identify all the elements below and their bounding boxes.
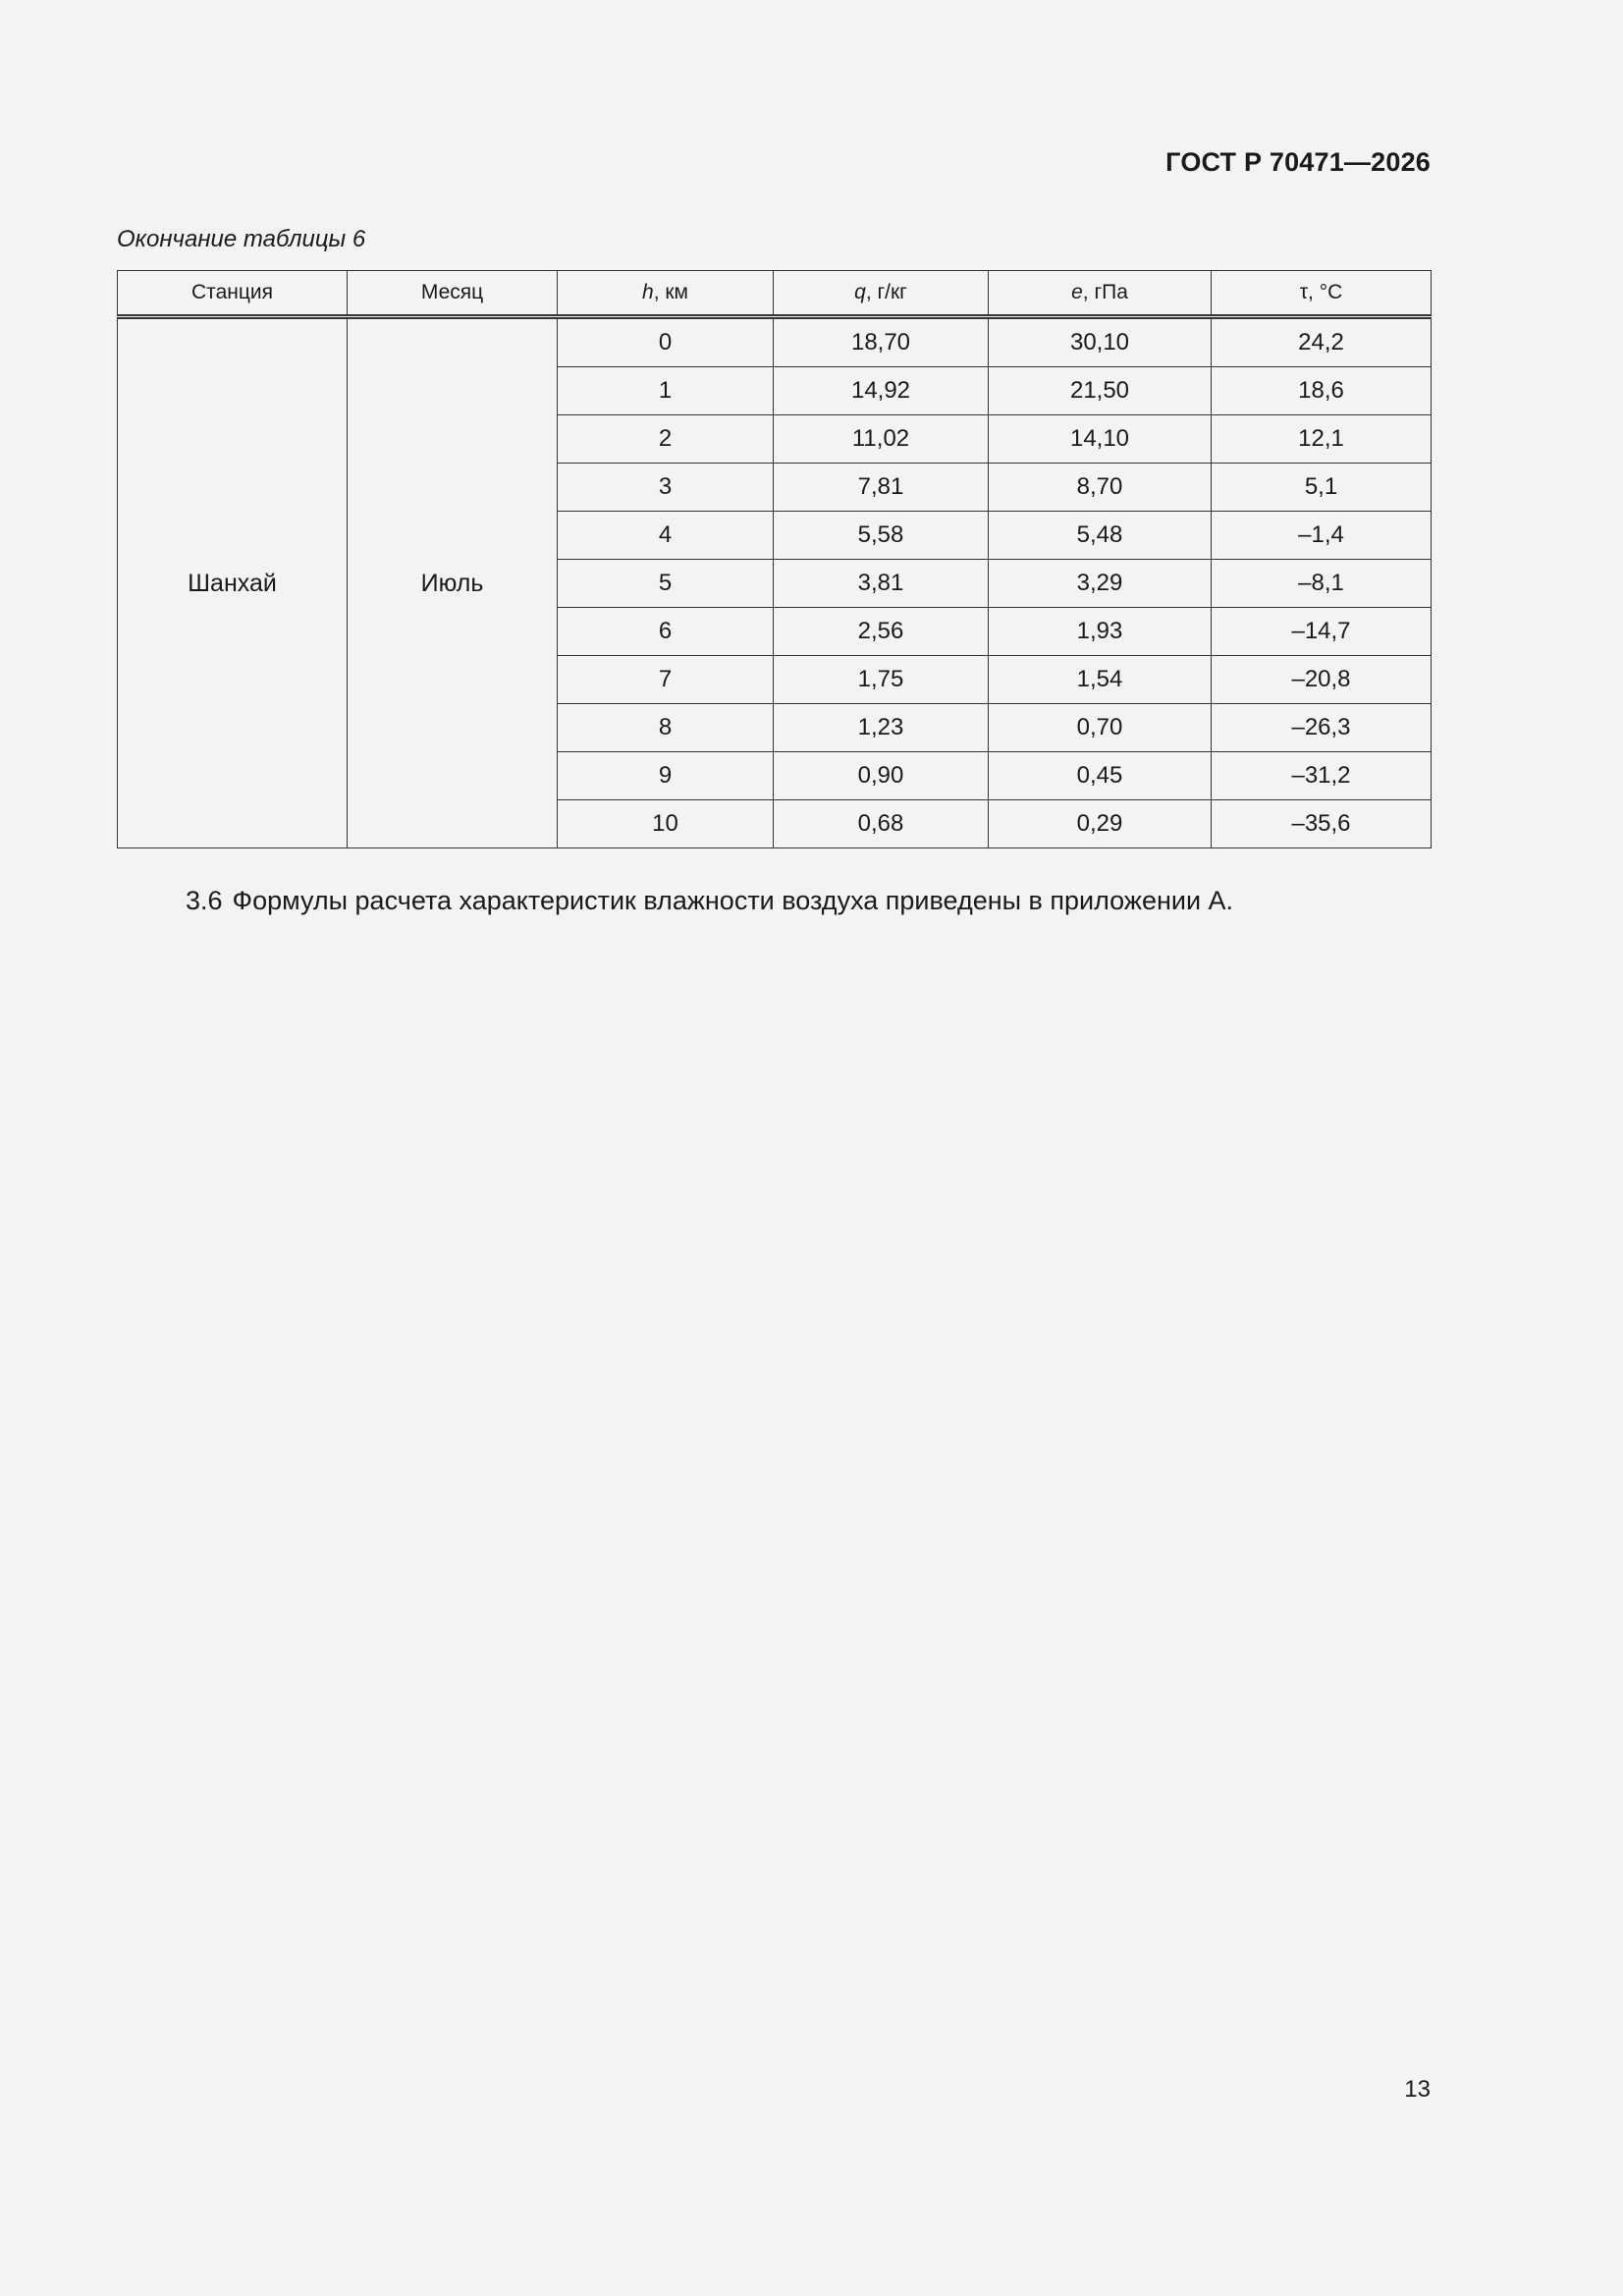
specific-humidity-cell: 2,56 [774, 608, 989, 656]
specific-humidity-cell: 0,90 [774, 752, 989, 800]
specific-humidity-cell: 14,92 [774, 367, 989, 415]
vapor-pressure-cell: 1,54 [989, 656, 1212, 704]
standard-code: ГОСТ Р 70471—2026 [1165, 147, 1431, 177]
table-caption: Окончание таблицы 6 [117, 226, 366, 252]
height-cell: 9 [558, 752, 774, 800]
height-cell: 5 [558, 560, 774, 608]
vapor-pressure-cell: 0,29 [989, 800, 1212, 848]
col-header-vapor-pressure [989, 271, 1212, 317]
dew-point-cell: –8,1 [1212, 560, 1432, 608]
dew-point-cell: –14,7 [1212, 608, 1432, 656]
specific-humidity-symbol: q [854, 281, 866, 303]
vapor-pressure-cell: 0,45 [989, 752, 1212, 800]
specific-humidity-cell: 5,58 [774, 512, 989, 560]
dew-point-cell: 24,2 [1212, 317, 1432, 367]
height-cell: 0 [558, 317, 774, 367]
dew-point-cell: –1,4 [1212, 512, 1432, 560]
station-cell: Шанхай [118, 317, 348, 848]
specific-humidity-cell: 1,75 [774, 656, 989, 704]
dew-point-cell: 18,6 [1212, 367, 1432, 415]
dew-point-cell: 12,1 [1212, 415, 1432, 464]
specific-humidity-cell: 0,68 [774, 800, 989, 848]
col-header-dew-point: τ, °С [1212, 271, 1432, 317]
vapor-pressure-cell: 0,70 [989, 704, 1212, 752]
height-cell: 6 [558, 608, 774, 656]
dew-point-cell: –35,6 [1212, 800, 1432, 848]
col-header-height [558, 271, 774, 317]
paragraph-number: 3.6 [186, 886, 223, 915]
vapor-pressure-unit: , гПа [1082, 281, 1128, 303]
height-cell: 8 [558, 704, 774, 752]
dew-point-cell: –20,8 [1212, 656, 1432, 704]
specific-humidity-cell: 11,02 [774, 415, 989, 464]
dew-point-cell: –26,3 [1212, 704, 1432, 752]
height-unit: , км [653, 281, 688, 303]
height-cell: 4 [558, 512, 774, 560]
height-cell: 2 [558, 415, 774, 464]
specific-humidity-cell: 18,70 [774, 317, 989, 367]
humidity-table [117, 270, 1432, 848]
height-cell: 7 [558, 656, 774, 704]
vapor-pressure-cell: 14,10 [989, 415, 1212, 464]
month-cell: Июль [348, 317, 558, 848]
vapor-pressure-cell: 8,70 [989, 464, 1212, 512]
vapor-pressure-symbol: e [1071, 281, 1083, 303]
paragraph-text: Формулы расчета характеристик влажности воздуха приведены в приложении А. [232, 886, 1234, 915]
table-header-row [118, 271, 1432, 317]
height-cell: 3 [558, 464, 774, 512]
table-row [118, 317, 1432, 367]
height-cell: 10 [558, 800, 774, 848]
col-header-specific-humidity [774, 271, 989, 317]
vapor-pressure-cell: 21,50 [989, 367, 1212, 415]
specific-humidity-unit: , г/кг [865, 281, 907, 303]
page-number: 13 [1404, 2076, 1431, 2103]
table-body [118, 317, 1432, 848]
vapor-pressure-cell: 30,10 [989, 317, 1212, 367]
dew-point-cell: –31,2 [1212, 752, 1432, 800]
paragraph-3-6 [186, 886, 1233, 916]
col-header-month: Месяц [348, 271, 558, 317]
vapor-pressure-cell: 3,29 [989, 560, 1212, 608]
specific-humidity-cell: 1,23 [774, 704, 989, 752]
col-header-station: Станция [118, 271, 348, 317]
dew-point-cell: 5,1 [1212, 464, 1432, 512]
specific-humidity-cell: 3,81 [774, 560, 989, 608]
height-symbol: h [642, 281, 654, 303]
vapor-pressure-cell: 5,48 [989, 512, 1212, 560]
vapor-pressure-cell: 1,93 [989, 608, 1212, 656]
specific-humidity-cell: 7,81 [774, 464, 989, 512]
height-cell: 1 [558, 367, 774, 415]
